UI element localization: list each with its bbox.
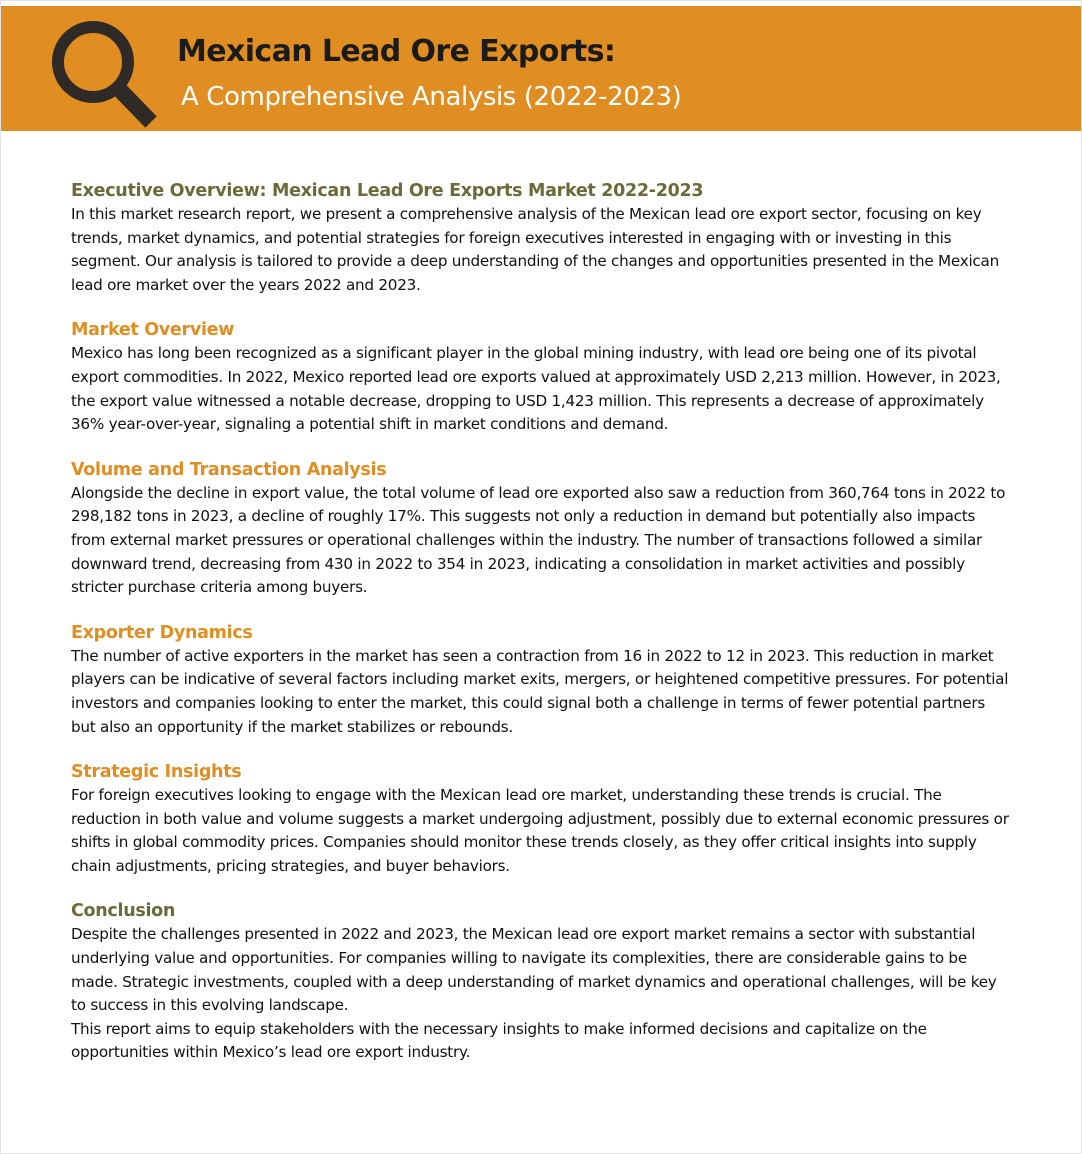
- section-paragraph: For foreign executives looking to engage with the Mexican lead ore market, understanding these trends is crucial. The reduction in both value and volume suggests a market undergoing adjustment, possibly due to external economic pressures or shifts in global commodity prices. Companies should monitor these trends closely, as they offer critical insights into supply chain adjustments, pricing strategies, and buyer behaviors.: [71, 786, 1009, 875]
- header-banner: [1, 6, 1081, 131]
- section-paragraph: The number of active exporters in the market has seen a contraction from 16 in 2022 to 12 in 2023. This reduction in market players can be indicative of several factors including market exits, mergers, or heightened competitive pressures. For potential investors and companies looking to enter the market, this could signal both a challenge in terms of fewer potential partners but also an opportunity if the market stabilizes or rebounds.: [71, 646, 1009, 736]
- section-paragraph: Alongside the decline in export value, the total volume of lead ore exported also saw a reduction from 360,764 tons in 2022 to 298,182 tons in 2023, a decline of roughly 17%. This suggests not only a reduction in demand but potentially also impacts from external market pressures or operational challenges within the industry. The number of transactions followed a similar downward trend, decreasing from 430 in 2022 to 354 in 2023, indicating a consolidation in market activities and possibly stricter purchase criteria among buyers.: [71, 483, 1006, 597]
- page-title: Mexican Lead Ore Exports:: [177, 34, 616, 69]
- section-volume-transaction-analysis: [71, 458, 1011, 600]
- section-exporter-dynamics: [71, 621, 1011, 739]
- report-body: [71, 179, 1011, 1086]
- section-strategic-insights: [71, 760, 1011, 878]
- section-paragraph: Despite the challenges presented in 2022 and 2023, the Mexican lead ore export market remains a sector with substantial underlying value and opportunities. For companies willing to navigate its complexities, there are considerable gains to be made. Strategic investments, coupled with a deep understanding of market dynamics and operational challenges, will be key to success in this evolving landscape.: [71, 925, 997, 1015]
- section-executive-overview: [71, 179, 1011, 297]
- section-paragraph: This report aims to equip stakeholders with the necessary insights to make informed decisions and capitalize on the opportunities within Mexico’s lead ore export industry.: [71, 1019, 927, 1062]
- section-heading: Conclusion: [71, 901, 176, 922]
- section-heading: Volume and Transaction Analysis: [71, 459, 387, 480]
- section-heading: Market Overview: [71, 320, 235, 341]
- section-paragraph: In this market research report, we present a comprehensive analysis of the Mexican lead ore export sector, focusing on key trends, market dynamics, and potential strategies for foreign executives interested in engaging with or investing in this segment. Our analysis is tailored to provide a deep understanding of the changes and opportunities presented in the Mexican lead ore market over the years 2022 and 2023.: [71, 205, 999, 294]
- page-subtitle: A Comprehensive Analysis (2022-2023): [181, 82, 682, 112]
- section-conclusion: [71, 899, 1011, 1065]
- section-heading: Exporter Dynamics: [71, 622, 253, 643]
- section-paragraph: Mexico has long been recognized as a significant player in the global mining industry, with lead ore being one of its pivotal export commodities. In 2022, Mexico reported lead ore exports valued at approximately USD 2,213 million. However, in 2023, the export value witnessed a notable decrease, dropping to USD 1,423 million. This represents a decrease of approximately 36% year-over-year, signaling a potential shift in market conditions and demand.: [71, 344, 1001, 434]
- section-heading: Strategic Insights: [71, 762, 242, 783]
- magnifier-icon: [43, 14, 163, 129]
- section-heading: Executive Overview: Mexican Lead Ore Exports Market 2022-2023: [71, 181, 704, 201]
- section-market-overview: [71, 318, 1011, 436]
